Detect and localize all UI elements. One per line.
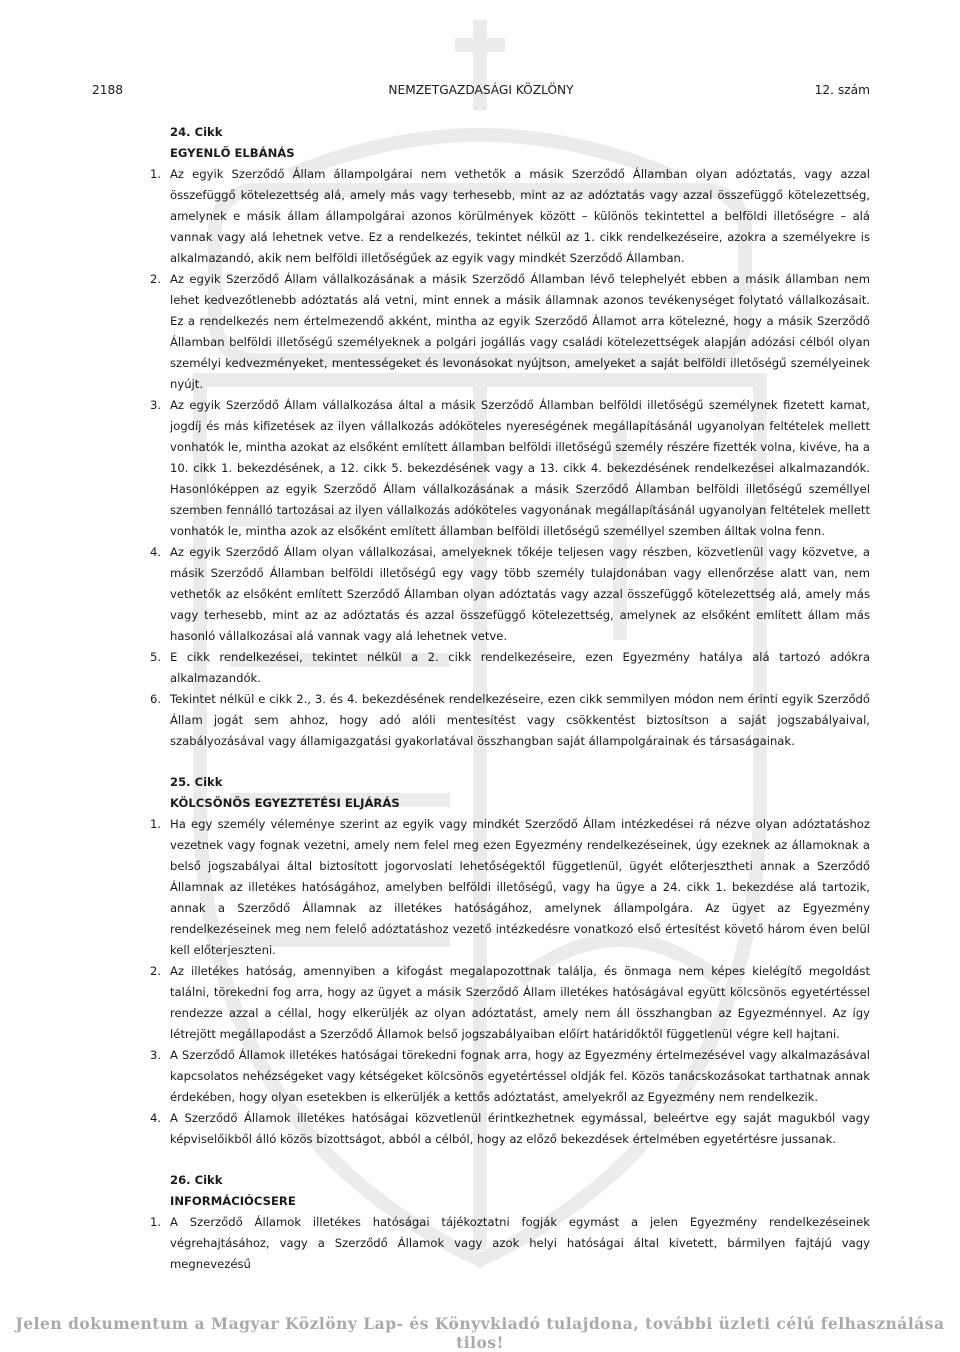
article-title: KÖLCSÖNÖS EGYEZTETÉSI ELJÁRÁS bbox=[170, 796, 400, 810]
paragraph-text: E cikk rendelkezései, tekintet nélkül a 2. cikk rendelkezéseire, ezen Egyezmény hatálya alá tartozó adókra alkalmazandók. bbox=[170, 650, 870, 685]
paragraph bbox=[150, 814, 870, 961]
paragraph bbox=[150, 269, 870, 395]
paragraph-text: Az egyik Szerződő Állam vállalkozása által a másik Szerződő Államban belföldi illetőségű személynek fizetett kamat, jogdíj és más kifizetések az ilyen vállalkozás adóköteles nyereségének megállapításánál ugyanolyan feltételek mellett vonhatók le, mintha azokat az elsőként említett államban belföldi illetőségű személy részére fizették volna, kivéve, ha a 10. cikk 1. bekezdésének, a 12. cikk 5. bekezdésének vagy a 13. cikk 4. bekezdésének rendelkezései alkalmazandók. Hasonlóképpen az egyik Szerződő Állam vállalkozásának a másik Szerződő Államban belföldi illetőségű személlyel szemben fennálló tartozásai az ilyen vállalkozás adóköteles vagyonának megállapításánál ugyanolyan feltételek mellett vonhatók le, mintha azok az elsőként említett államban belföldi illetőségű személlyel szemben álltak volna fenn. bbox=[170, 398, 870, 538]
paragraph-text: Az illetékes hatóság, amennyiben a kifogást megalapozottnak találja, és önmaga nem képes kielégítő megoldást találni, törekedni fog arra, hogy az ügyet a másik Szerződő Állam illetékes hatóságával együtt kölcsönös egyetértéssel rendezze azzal a céllal, hogy elkerüljék az olyan adóztatást, amely nem áll összhangban az Egyezménnyel. Az így létrejött megállapodást a Szerződő Államok belső jogszabályaiban előírt határidőktől függetlenül végre kell hajtani. bbox=[170, 964, 870, 1041]
copyright-notice: Jelen dokumentum a Magyar Közlöny Lap- és Könyvkiadó tulajdona, további üzleti célú felhasználása tilos! bbox=[15, 1314, 945, 1352]
page-header bbox=[92, 83, 870, 103]
paragraph bbox=[150, 1045, 870, 1108]
paragraph-text: Tekintet nélkül e cikk 2., 3. és 4. bekezdésének rendelkezéseire, ezen cikk semmilyen módon nem érinti egyik Szerződő Állam jogát sem ahhoz, hogy adó alóli mentesítést vagy csökkentést biztosítson a saját jogszabályaival, szabályozásával vagy államigazgatási gyakorlatával összhangban saját állampolgárainak és társaságainak. bbox=[170, 692, 870, 748]
paragraph-number: 5. bbox=[150, 650, 162, 664]
paragraph bbox=[150, 395, 870, 542]
journal-title: NEMZETGAZDASÁGI KÖZLÖNY bbox=[388, 83, 574, 97]
paragraph-text: Ha egy személy véleménye szerint az egyik vagy mindkét Szerződő Állam intézkedései rá nézve olyan adóztatáshoz vezetnek vagy fognak vezetni, amely nem felel meg ezen Egyezmény rendelkezéseinek, úgy ezeknek az államoknak a belső jogszabályai által biztosított jogorvoslati lehetőségektől függetlenül, ügyét előterjesztheti annak a Szerződő Államnak az illetékes hatóságához, amelyben belföldi illetőségű, vagy ha ügye a 24. cikk 1. bekezdése alá tartozik, annak a Szerződő Államnak az illetékes hatóságához, amelynek állampolgára. Az ügyet az Egyezmény rendelkezéseinek meg nem felelő adóztatáshoz vezető intézkedésre vonatkozó első értesítést követő három éven belül kell előterjeszteni. bbox=[170, 817, 870, 957]
article-number: 24. Cikk bbox=[170, 125, 223, 139]
paragraph-text: A Szerződő Államok illetékes hatóságai tájékoztatni fogják egymást a jelen Egyezmény rendelkezéseinek végrehajtásához, vagy a Szerződő Államok vagy azok helyi hatóságai által kivetett, bármilyen fajtájú vagy megnevezésű bbox=[170, 1215, 870, 1271]
paragraph-number: 2. bbox=[150, 272, 162, 286]
paragraph-text: A Szerződő Államok illetékes hatóságai törekedni fognak arra, hogy az Egyezmény értelmezésével vagy alkalmazásával kapcsolatos nehézségeket vagy kétségeket kölcsönös egyetértéssel oldják fel. Közös tanácskozásokat tarthatnak annak érdekében, hogy olyan esetekben is elkerüljék a kettős adóztatást, amelyekről az Egyezmény nem rendelkezik. bbox=[170, 1048, 870, 1104]
paragraph bbox=[150, 164, 870, 269]
paragraph-text: A Szerződő Államok illetékes hatóságai közvetlenül érintkezhetnek egymással, beleértve egy saját magukból vagy képviselőikből álló közös bizottságot, abból a célból, hogy az előző bekezdések értelmében egyetértésre jussanak. bbox=[170, 1111, 870, 1146]
paragraph bbox=[150, 689, 870, 752]
paragraph-number: 4. bbox=[150, 545, 162, 559]
paragraph-text: Az egyik Szerződő Állam olyan vállalkozásai, amelyeknek tőkéje teljesen vagy részben, közvetlenül vagy közvetve, a másik Szerződő Államban belföldi illetőségű egy vagy több személy tulajdonában vagy ellenőrzése alatt van, nem vethetők az elsőként említett Szerződő Államban olyan adóztatás vagy azzal összefüggő kötelezettség alá, amely más vagy terhesebb, mint az az adóztatás és azzal összefüggő kötelezettség, amelynek az elsőként említett állam más hasonló vállalkozásai alá vannak vagy alá lehetnek vetve. bbox=[170, 545, 870, 643]
article-number: 26. Cikk bbox=[170, 1173, 223, 1187]
paragraph-text: Az egyik Szerződő Állam állampolgárai nem vethetők a másik Szerződő Államban olyan adóztatás, vagy azzal összefüggő kötelezettség alá, amely más vagy terhesebb, mint az az adóztatás vagy azzal összefüggő kötelezettség, amelynek e másik állam állampolgárai azonos körülmények között – különös tekintettel a belföldi illetőségre – alá vannak vagy alá lehetnek vetve. Ez a rendelkezés, tekintet nélkül az 1. cikk rendelkezéseire, azokra a személyekre is alkalmazandó, akik nem belföldi illetőségűek az egyik vagy mindkét Szerződő Államban. bbox=[170, 167, 870, 265]
paragraph-number: 3. bbox=[150, 398, 162, 412]
article-title: EGYENLŐ ELBÁNÁS bbox=[170, 146, 295, 160]
paragraph-number: 1. bbox=[150, 1215, 162, 1229]
document-body bbox=[150, 122, 870, 1275]
paragraph-number: 6. bbox=[150, 692, 162, 706]
paragraph-number: 1. bbox=[150, 817, 162, 831]
paragraph-text: Az egyik Szerződő Állam vállalkozásának a másik Szerződő Államban lévő telephelyét ebben a másik államban nem lehet kedvezőtlenebb adóztatás alá vetni, mint ennek a másik államnak azonos tevékenységet folytató vállalkozásait. Ez a rendelkezés nem értelmezendő akként, mintha az egyik Szerződő Államot arra kötelezné, hogy a másik Szerződő Államban belföldi illetőségű személyeknek a polgári jogállás vagy családi kötelezettségek alapján adózási célból olyan személyi kedvezményeket, mentességeket és levonásokat nyújtson, amelyeket a saját belföldi illetőségű személyeinek nyújt. bbox=[170, 272, 870, 391]
paragraph-number: 4. bbox=[150, 1111, 162, 1125]
paragraph bbox=[150, 542, 870, 647]
paragraph bbox=[150, 961, 870, 1045]
issue-number: 12. szám bbox=[814, 83, 870, 97]
paragraph bbox=[150, 647, 870, 689]
paragraph-number: 2. bbox=[150, 964, 162, 978]
page-number: 2188 bbox=[92, 83, 124, 97]
paragraph-number: 1. bbox=[150, 167, 162, 181]
paragraph bbox=[150, 1108, 870, 1150]
article-number: 25. Cikk bbox=[170, 775, 223, 789]
article-title: INFORMÁCIÓCSERE bbox=[170, 1194, 296, 1208]
paragraph bbox=[150, 1212, 870, 1275]
paragraph-number: 3. bbox=[150, 1048, 162, 1062]
